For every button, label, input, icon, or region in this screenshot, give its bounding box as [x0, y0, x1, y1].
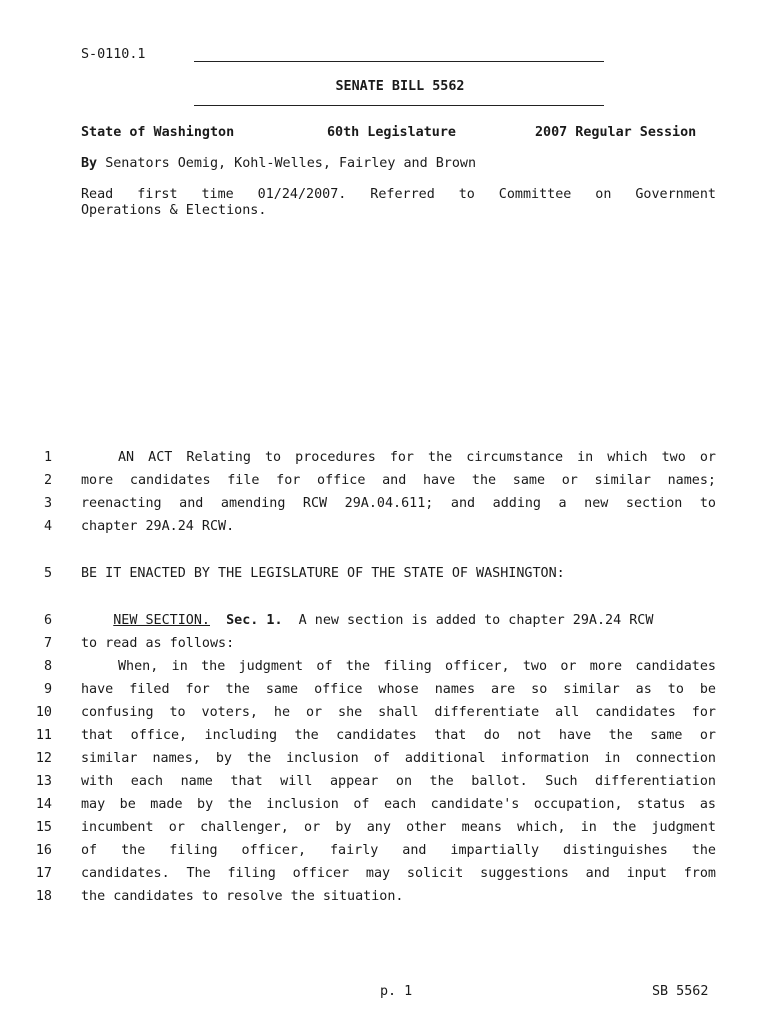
bill-text-line: have filed for the same office whose names are so similar as to be — [81, 682, 716, 697]
bill-text-line: similar names, by the inclusion of additional information in connection — [81, 751, 716, 766]
bill-text-line: chapter 29A.24 RCW. — [81, 519, 235, 534]
line-number: 11 — [35, 728, 52, 743]
title-rule-bottom — [194, 105, 604, 106]
bill-text-line: the candidates to resolve the situation. — [81, 889, 404, 904]
line-number: 12 — [35, 751, 52, 766]
bill-text-line: incumbent or challenger, or by any other means which, in the judgment — [81, 820, 716, 835]
footer-bill-ref: SB 5562 — [652, 984, 709, 999]
bill-text-line: candidates. The filing officer may solicit suggestions and input from — [81, 866, 716, 881]
new-section-label: NEW SECTION. — [113, 613, 210, 628]
line-number: 16 — [35, 843, 52, 858]
line-number: 4 — [43, 519, 52, 534]
read-first-time-line-1: Read first time 01/24/2007. Referred to Committee on Government — [81, 187, 716, 202]
session-name: 2007 Regular Session — [535, 125, 697, 140]
section-number: Sec. 1. — [226, 613, 283, 628]
read-first-time-line-2: Operations & Elections. — [81, 203, 267, 218]
section-text: A new section is added to chapter 29A.24 RCW — [282, 613, 654, 628]
bill-text-line: that office, including the candidates that do not have the same or — [81, 728, 716, 743]
line-number: 10 — [35, 705, 52, 720]
line-number: 2 — [43, 473, 52, 488]
legislature-name: 60th Legislature — [327, 125, 456, 140]
line-number: 6 — [43, 613, 52, 628]
line-number: 17 — [35, 866, 52, 881]
line-number: 14 — [35, 797, 52, 812]
sponsors: Senators Oemig, Kohl-Welles, Fairley and Brown — [105, 156, 477, 171]
line-number: 13 — [35, 774, 52, 789]
line-number: 7 — [43, 636, 52, 651]
line-number: 8 — [43, 659, 52, 674]
line-number: 5 — [43, 566, 52, 581]
line-number: 3 — [43, 496, 52, 511]
bill-text-line: BE IT ENACTED BY THE LEGISLATURE OF THE STATE OF WASHINGTON: — [81, 566, 565, 581]
bill-title: SENATE BILL 5562 — [335, 79, 465, 94]
bill-text-line: AN ACT Relating to procedures for the circumstance in which two or — [118, 450, 716, 465]
page-number: p. 1 — [380, 984, 413, 999]
line-number: 15 — [35, 820, 52, 835]
bill-text-line: reenacting and amending RCW 29A.04.611; and adding a new section to — [81, 496, 716, 511]
sponsors-line — [81, 156, 476, 171]
state-name: State of Washington — [81, 125, 235, 140]
bill-text-line: more candidates file for office and have the same or similar names; — [81, 473, 716, 488]
document-code: S-0110.1 — [81, 47, 146, 62]
bill-text-line: When, in the judgment of the filing officer, two or more candidates — [118, 659, 716, 674]
bill-text-line: to read as follows: — [81, 636, 235, 651]
title-rule-top — [194, 61, 604, 62]
line-number: 18 — [35, 889, 52, 904]
bill-text-line: confusing to voters, he or she shall differentiate all candidates for — [81, 705, 716, 720]
bill-text-line: may be made by the inclusion of each candidate's occupation, status as — [81, 797, 716, 812]
bill-text-line: with each name that will appear on the ballot. Such differentiation — [81, 774, 716, 789]
bill-text-line: of the filing officer, fairly and impartially distinguishes the — [81, 843, 716, 858]
bill-text-line — [81, 613, 716, 628]
line-number: 1 — [43, 450, 52, 465]
line-number: 9 — [43, 682, 52, 697]
by-label: By — [81, 156, 98, 171]
